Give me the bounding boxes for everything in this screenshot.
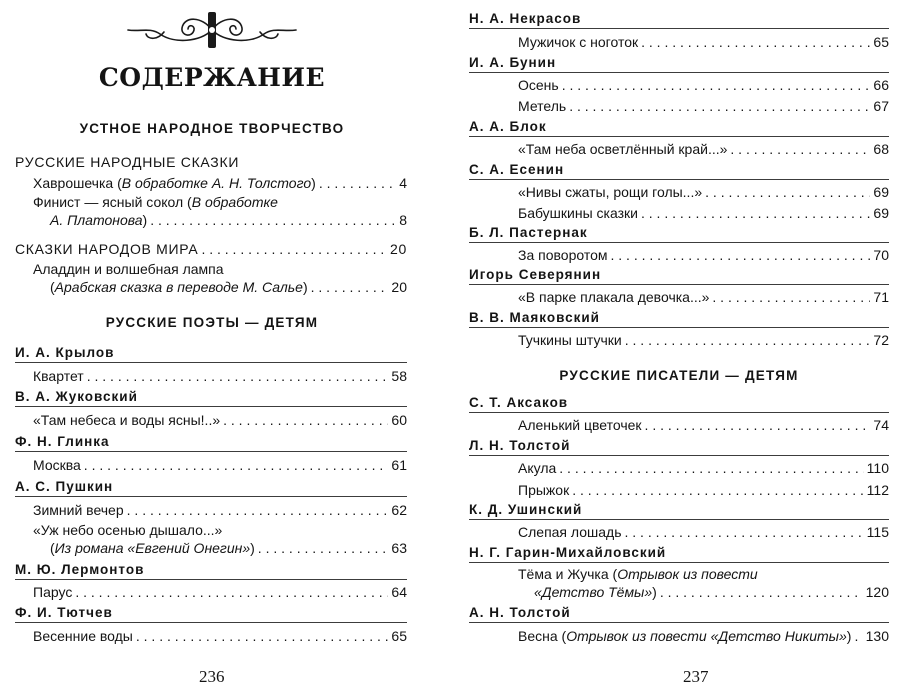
toc-entry-zimniy-vecher[interactable]: Зимний вечер . . . 62 — [33, 499, 407, 518]
toc-entry-osen[interactable]: Осень . . . 66 — [518, 74, 889, 93]
dot-leader — [645, 417, 871, 433]
page-number: 237 — [683, 667, 709, 686]
page-ref: 66 — [873, 77, 889, 93]
divider — [469, 327, 889, 328]
toc-entry-akula[interactable]: Акула . . . 110 — [518, 457, 889, 476]
divider — [469, 519, 889, 520]
dot-leader — [641, 205, 870, 221]
toc-entry-kvartet[interactable]: Квартет . . . 58 — [33, 365, 407, 384]
divider — [469, 455, 889, 456]
toc-entry-aladdin-line1[interactable]: Аладдин и волшебная лампа — [33, 261, 224, 277]
author-lermontov: М. Ю. Лермонтов — [15, 562, 145, 577]
dot-leader — [319, 175, 396, 191]
divider — [469, 562, 889, 563]
section-heading-folk: УСТНОЕ НАРОДНОЕ ТВОРЧЕСТВО — [79, 121, 345, 136]
page-ref: 20 — [391, 279, 407, 295]
dot-leader — [625, 332, 871, 348]
toc-entry-finist[interactable]: А. Платонова) . . . 8 — [50, 209, 407, 228]
toc-entry-vesna[interactable]: Весна (Отрывок из повести «Детство Никиты») . . . 130 — [518, 625, 889, 644]
page-ref: 65 — [873, 34, 889, 50]
toc-entry-parus[interactable]: Парус . . . 64 — [33, 581, 407, 600]
author-garin-mikhailovsky: Н. Г. Гарин-Михайловский — [469, 545, 667, 560]
page-ref: 120 — [865, 584, 889, 600]
dot-leader — [311, 279, 389, 295]
dot-leader — [87, 368, 389, 384]
toc-entry-moskva[interactable]: Москва . . . 61 — [33, 454, 407, 473]
author-pasternak: Б. Л. Пастернак — [469, 225, 588, 240]
dot-leader — [201, 241, 387, 257]
divider — [469, 412, 889, 413]
author-mayakovsky: В. В. Маяковский — [469, 310, 600, 325]
page-ref: 64 — [391, 584, 407, 600]
toc-entry-uzh-nebo[interactable]: (Из романа «Евгений Онегин») . . . 63 — [50, 537, 407, 556]
dot-leader — [572, 482, 863, 498]
section-heading-writers: РУССКИЕ ПИСАТЕЛИ — ДЕТЯМ — [559, 368, 799, 383]
divider — [15, 406, 407, 407]
page-ref: 71 — [873, 289, 889, 305]
toc-entry-tema-line1[interactable]: Тёма и Жучка (Отрывок из повести — [518, 566, 758, 582]
dot-leader — [562, 77, 871, 93]
divider — [469, 622, 889, 623]
author-l-tolstoy: Л. Н. Толстой — [469, 438, 571, 453]
toc-entry-babushkiny-skazki[interactable]: Бабушкины сказки . . . 69 — [518, 202, 889, 221]
page-ref: 70 — [873, 247, 889, 263]
author-blok: А. А. Блок — [469, 119, 547, 134]
dot-leader — [712, 289, 870, 305]
author-bunin: И. А. Бунин — [469, 55, 557, 70]
page-ref: 20 — [390, 241, 407, 257]
dot-leader — [660, 584, 863, 600]
dot-leader — [730, 141, 870, 157]
page-ref: 74 — [873, 417, 889, 433]
toc-entry-muzhichok[interactable]: Мужичок с ноготок . . . 65 — [518, 31, 889, 50]
page-ref: 115 — [866, 524, 889, 540]
dot-leader — [127, 502, 389, 518]
divider — [15, 362, 407, 363]
page-ref: 112 — [866, 482, 889, 498]
divider — [469, 284, 889, 285]
page-ref: 60 — [391, 412, 407, 428]
dot-leader — [84, 457, 389, 473]
divider — [15, 496, 407, 497]
page-ref: 8 — [399, 212, 407, 228]
dot-leader — [625, 524, 864, 540]
dot-leader — [854, 628, 862, 644]
toc-entry-nivy-szhaty[interactable]: «Нивы сжаты, рощи голы...» . . . 69 — [518, 181, 889, 200]
author-aksakov: С. Т. Аксаков — [469, 395, 569, 410]
toc-entry-tuchkiny-shtuchki[interactable]: Тучкины штучки . . . 72 — [518, 329, 889, 348]
toc-entry-alenkiy-tsvetochek[interactable]: Аленький цветочек . . . 74 — [518, 414, 889, 433]
dot-leader — [569, 98, 870, 114]
page-ref: 130 — [865, 628, 889, 644]
toc-entry-uzh-nebo-line1[interactable]: «Уж небо осенью дышало...» — [33, 522, 223, 538]
toc-entry-aladdin[interactable]: (Арабская сказка в переводе М. Салье) . . . 20 — [50, 276, 407, 295]
toc-entry-za-povorotom[interactable]: За поворотом . . . 70 — [518, 244, 889, 263]
dot-leader — [641, 34, 870, 50]
page-ref: 68 — [873, 141, 889, 157]
page-ref: 69 — [873, 205, 889, 221]
author-zhukovsky: В. А. Жуковский — [15, 389, 138, 404]
dot-leader — [136, 628, 389, 644]
toc-entry-tam-nebesa[interactable]: «Там небеса и воды ясны!..» . . . 60 — [33, 409, 407, 428]
toc-entry-metel[interactable]: Метель . . . 67 — [518, 95, 889, 114]
dot-leader — [75, 584, 388, 600]
page-ref: 65 — [391, 628, 407, 644]
decorative-flourish-icon — [124, 10, 300, 50]
author-nekrasov: Н. А. Некрасов — [469, 11, 582, 26]
toc-entry-finist-line1[interactable]: Финист — ясный сокол (В обработке — [33, 194, 278, 210]
divider — [469, 28, 889, 29]
divider — [15, 622, 407, 623]
dot-leader — [705, 184, 870, 200]
toc-entry-v-parke[interactable]: «В парке плакала девочка...» . . . 71 — [518, 286, 889, 305]
dot-leader — [223, 412, 388, 428]
author-ushinsky: К. Д. Ушинский — [469, 502, 583, 517]
page-title: СОДЕРЖАНИЕ — [98, 63, 326, 92]
toc-entry-vesennie-vody[interactable]: Весенние воды . . . 65 — [33, 625, 407, 644]
toc-entry-pryzhok[interactable]: Прыжок . . . 112 — [518, 479, 889, 498]
right-page — [454, 0, 908, 700]
divider — [15, 579, 407, 580]
dot-leader — [611, 247, 871, 263]
group-heading-russian-tales: РУССКИЕ НАРОДНЫЕ СКАЗКИ — [15, 154, 240, 170]
page-ref: 4 — [399, 175, 407, 191]
toc-entry-tema-i-zhuchka[interactable]: «Детство Тёмы») . . . 120 — [534, 581, 889, 600]
page-ref: 62 — [391, 502, 407, 518]
page-ref: 69 — [873, 184, 889, 200]
toc-entry-slepaya-loshad[interactable]: Слепая лошадь . . . 115 — [518, 521, 889, 540]
author-glinka: Ф. Н. Глинка — [15, 434, 110, 449]
author-tyutchev: Ф. И. Тютчев — [15, 605, 113, 620]
page-ref: 61 — [391, 457, 407, 473]
author-a-tolstoy: А. Н. Толстой — [469, 605, 571, 620]
page-ref: 63 — [391, 540, 407, 556]
dot-leader — [258, 540, 389, 556]
page-ref: 67 — [873, 98, 889, 114]
divider — [469, 136, 889, 137]
author-esenin: С. А. Есенин — [469, 162, 565, 177]
section-heading-poets: РУССКИЕ ПОЭТЫ — ДЕТЯМ — [105, 315, 319, 330]
divider — [469, 179, 889, 180]
author-severyanin: Игорь Северянин — [469, 267, 602, 282]
divider — [15, 451, 407, 452]
page-ref: 72 — [873, 332, 889, 348]
toc-entry-khavroshechka[interactable]: Хаврошечка (В обработке А. Н. Толстого) . . . 4 — [33, 172, 407, 191]
author-krylov: И. А. Крылов — [15, 345, 115, 360]
toc-entry-tam-neba[interactable]: «Там неба осветлённый край...» . . . 68 — [518, 138, 889, 157]
divider — [469, 72, 889, 73]
page-number: 236 — [199, 667, 225, 686]
divider — [469, 242, 889, 243]
author-pushkin: А. С. Пушкин — [15, 479, 114, 494]
page-ref: 58 — [391, 368, 407, 384]
dot-leader — [150, 212, 396, 228]
dot-leader — [559, 460, 863, 476]
page-ref: 110 — [866, 460, 889, 476]
toc-group-world-tales[interactable]: СКАЗКИ НАРОДОВ МИРА . . . 20 — [15, 238, 407, 257]
